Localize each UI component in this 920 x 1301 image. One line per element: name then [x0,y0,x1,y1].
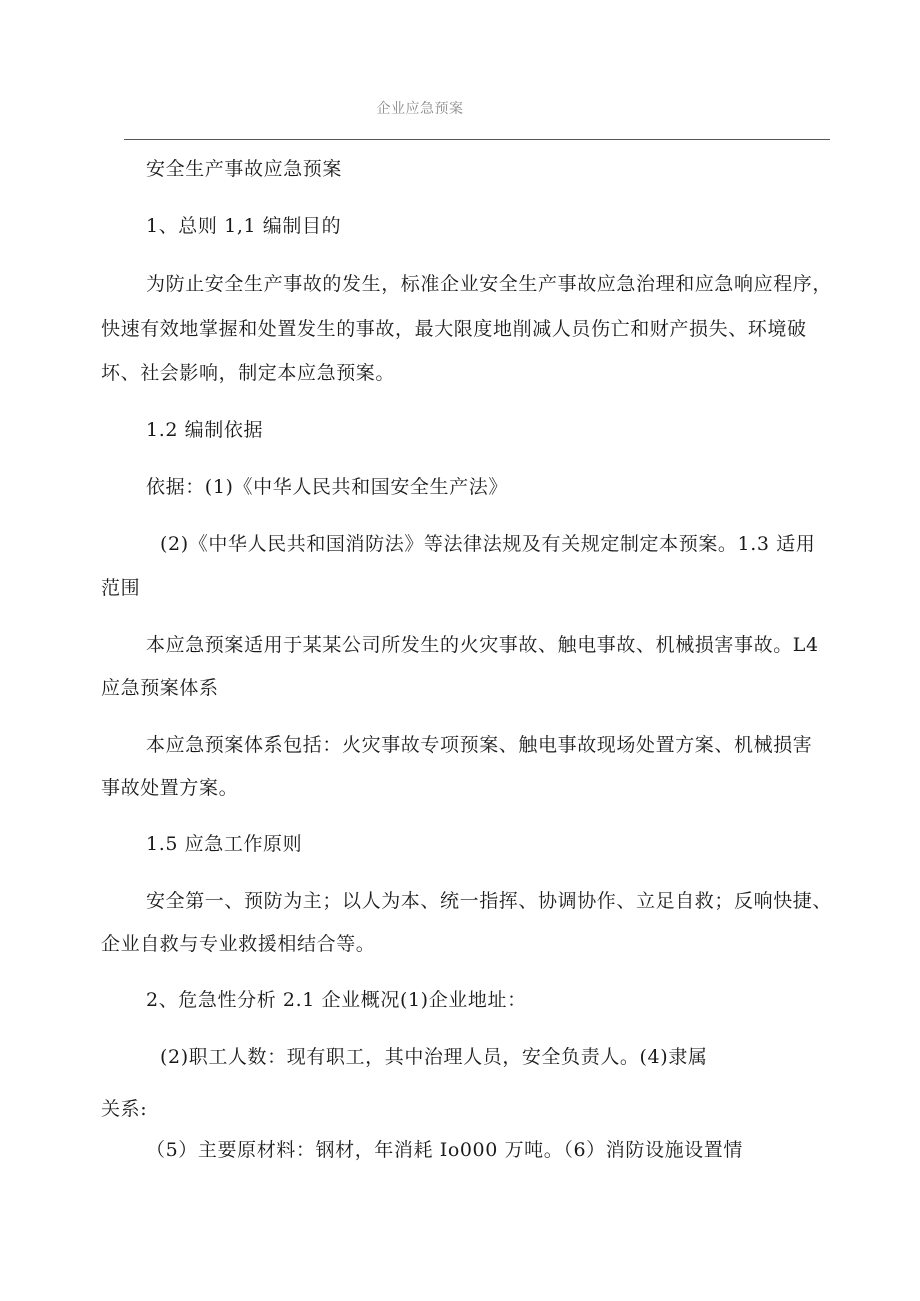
paragraph-line: 依据：(1)《中华人民共和国安全生产法》 [146,476,508,498]
document-title: 安全生产事故应急预案 [146,158,343,180]
paragraph-line: 本应急预案体系包括：火灾事故专项预案、触电事故现场处置方案、机械损害 [146,734,813,756]
paragraph-line: 关系: [101,1098,148,1120]
paragraph-line: 应急预案体系 [101,677,219,699]
section-heading-general: 1、总则 1,1 编制目的 [146,215,342,237]
header-divider [124,139,830,140]
paragraph-line: 企业自救与专业救援相结合等。 [101,933,376,955]
paragraph-line: 为防止安全生产事故的发生，标准企业安全生产事故应急治理和应急响应程序， [146,273,833,295]
paragraph-line: 事故处置方案。 [101,777,239,799]
section-heading-risk-analysis: 2、危急性分析 2.1 企业概况(1)企业地址： [146,989,527,1011]
section-heading-basis: 1.2 编制依据 [146,419,264,441]
paragraph-line: （5）主要原材料：钢材，年消耗 Io000 万吨。（6）消防设施设置情 [146,1139,743,1161]
running-header: 企业应急预案 [376,101,464,117]
paragraph-line: (2)职工人数：现有职工，其中治理人员，安全负责人。(4)隶属 [160,1046,708,1068]
paragraph-line: 范围 [101,577,141,599]
paragraph-line: 安全第一、预防为主；以人为本、统一指挥、协调协作、立足自救；反响快捷、 [146,890,833,912]
paragraph-line: 坏、社会影响，制定本应急预案。 [101,362,396,384]
paragraph-line: 快速有效地掌握和处置发生的事故，最大限度地削减人员伤亡和财产损失、环境破 [101,318,807,340]
section-heading-principles: 1.5 应急工作原则 [146,833,303,855]
paragraph-line: (2)《中华人民共和国消防法》等法律法规及有关规定制定本预案。1.3 适用 [160,533,816,555]
paragraph-line: 本应急预案适用于某某公司所发生的火灾事故、触电事故、机械损害事故。L4 [146,634,819,656]
